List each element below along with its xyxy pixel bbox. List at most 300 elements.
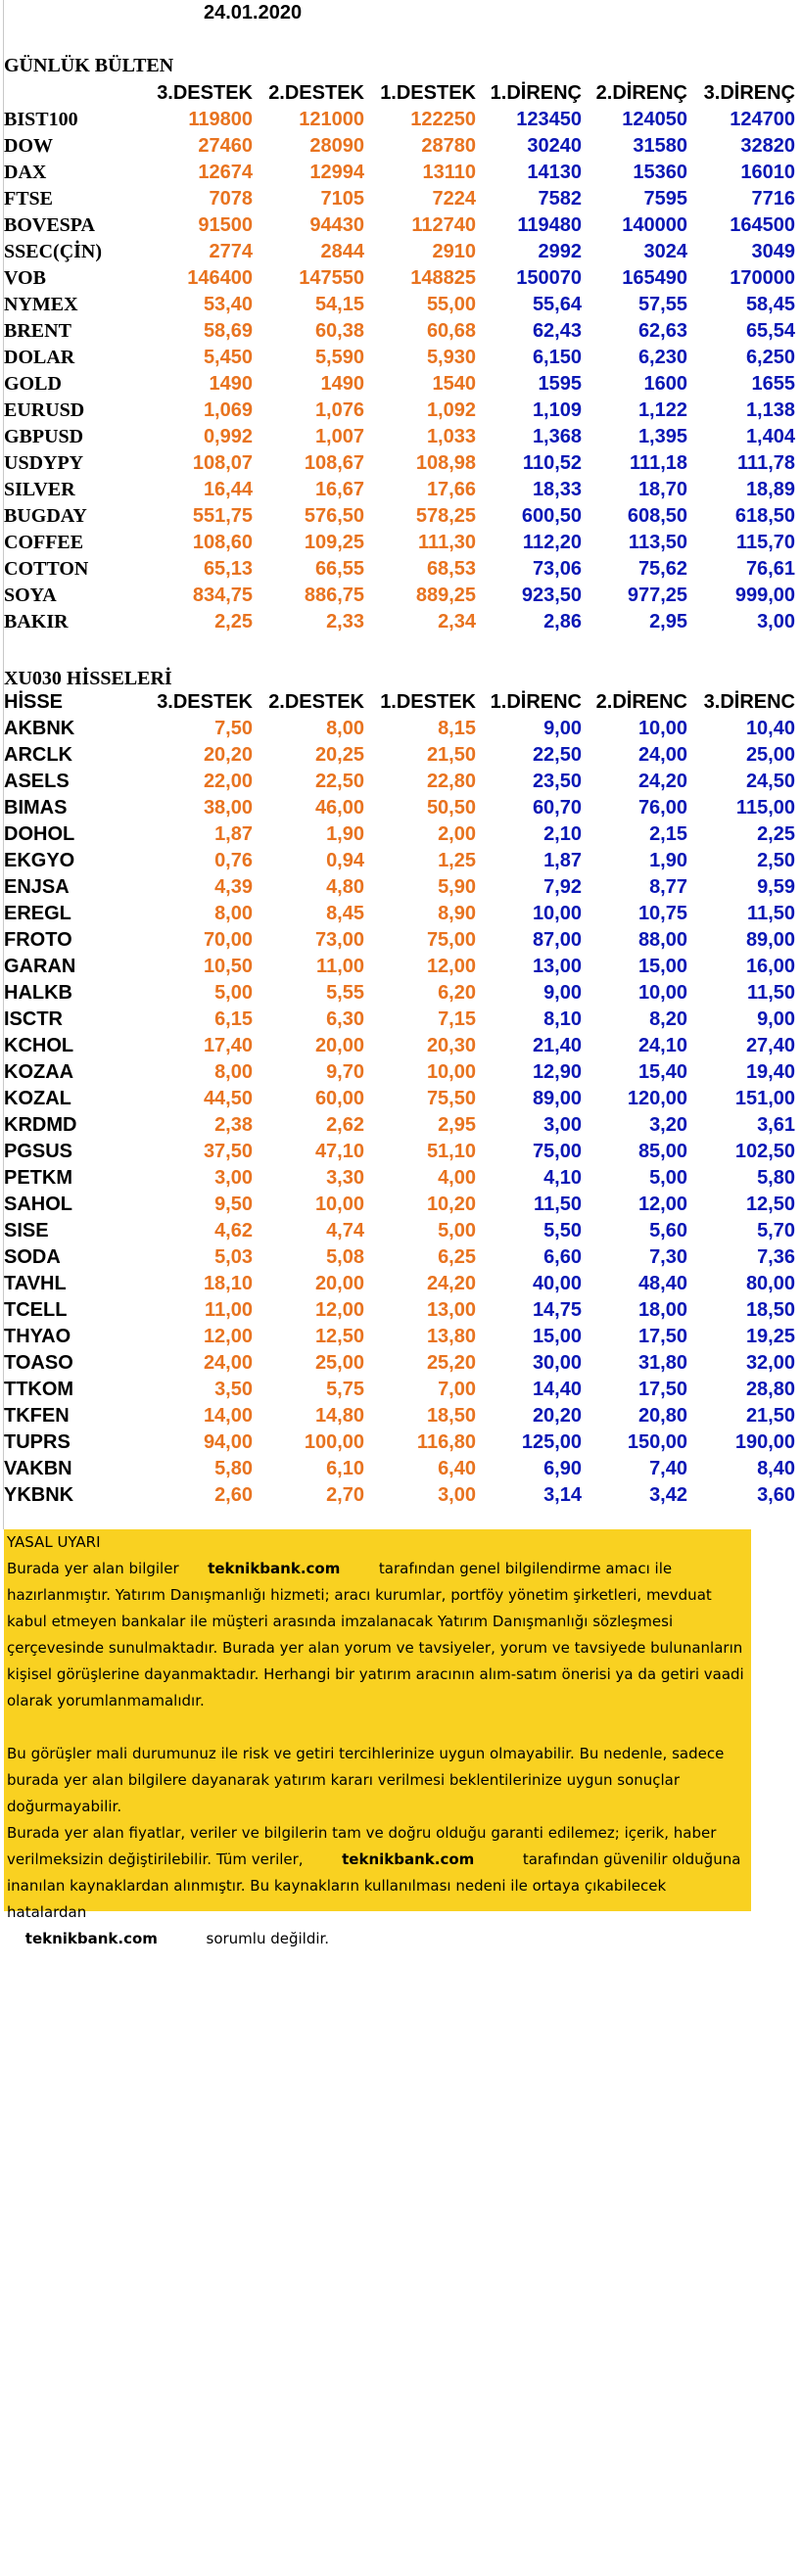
support-value: 47,10: [314, 1141, 364, 1162]
support-value: 5,930: [426, 347, 476, 368]
resistance-value: 2,25: [757, 823, 795, 845]
table-row: [0, 371, 802, 398]
resistance-value: 3,00: [757, 611, 795, 632]
table-row: [0, 1059, 802, 1086]
resistance-value: 164500: [730, 214, 795, 236]
report-date: 24.01.2020: [204, 2, 303, 23]
legal-text: Burada yer alan bilgiler: [7, 1560, 179, 1577]
resistance-value: 151,00: [734, 1088, 795, 1109]
support-value: 6,15: [214, 1008, 253, 1030]
resistance-value: 20,80: [637, 1405, 687, 1427]
resistance-value: 1,404: [745, 426, 795, 447]
stock-ticker: KRDMD: [4, 1114, 77, 1136]
support-value: 5,75: [326, 1379, 364, 1400]
support-value: 94,00: [203, 1431, 253, 1453]
support-value: 51,10: [426, 1141, 476, 1162]
table-row: [0, 1139, 802, 1165]
bulletin-header-row: [0, 80, 802, 107]
support-value: 146400: [187, 267, 253, 289]
resistance-value: 27,40: [745, 1035, 795, 1056]
stock-ticker: ENJSA: [4, 876, 70, 898]
support-value: 5,00: [214, 982, 253, 1004]
stock-ticker: ISCTR: [4, 1008, 63, 1030]
support-value: 10,00: [426, 1061, 476, 1083]
resistance-value: 3,42: [649, 1484, 687, 1506]
resistance-value: 977,25: [627, 585, 687, 606]
support-value: 18,50: [426, 1405, 476, 1427]
column-header: 2.DİRENÇ: [595, 82, 687, 104]
resistance-value: 2,86: [543, 611, 582, 632]
table-row: [0, 1112, 802, 1139]
resistance-value: 608,50: [627, 505, 687, 527]
table-row: [0, 980, 802, 1007]
resistance-value: 89,00: [745, 929, 795, 951]
stock-ticker: AKBNK: [4, 718, 75, 739]
support-value: 20,00: [314, 1035, 364, 1056]
resistance-value: 11,50: [747, 982, 795, 1004]
table-row: [0, 1350, 802, 1377]
resistance-value: 3,20: [649, 1114, 687, 1136]
support-value: 44,50: [203, 1088, 253, 1109]
instrument-name: VOB: [4, 267, 46, 289]
support-value: 7078: [209, 188, 253, 210]
table-row: [0, 954, 802, 980]
support-value: 6,30: [326, 1008, 364, 1030]
table-row: [0, 927, 802, 954]
legal-line: çerçevesinde sunulmaktadır. Burada yer alan yorum ve tavsiyeler, yorum ve tavsiyede bulunanların: [7, 1639, 743, 1657]
support-value: 5,80: [214, 1458, 253, 1479]
instrument-name: GBPUSD: [4, 426, 84, 447]
column-header: 3.DESTEK: [157, 691, 253, 713]
stock-ticker: KOZAA: [4, 1061, 74, 1083]
resistance-value: 150,00: [627, 1431, 687, 1453]
column-header: 2.DESTEK: [268, 82, 364, 104]
resistance-value: 12,00: [637, 1194, 687, 1215]
stock-ticker: SISE: [4, 1220, 49, 1241]
resistance-value: 25,00: [745, 744, 795, 766]
brand-name: teknikbank.com: [208, 1560, 341, 1577]
resistance-value: 19,25: [745, 1326, 795, 1347]
support-value: 18,10: [203, 1273, 253, 1294]
table-row: [0, 1456, 802, 1482]
support-value: 578,25: [415, 505, 476, 527]
table-row: [0, 1086, 802, 1112]
resistance-value: 24,50: [745, 771, 795, 792]
support-value: 9,50: [214, 1194, 253, 1215]
support-value: 3,30: [326, 1167, 364, 1189]
support-value: 121000: [299, 109, 364, 130]
instrument-name: DAX: [4, 162, 47, 183]
support-value: 66,55: [314, 558, 364, 580]
resistance-value: 3,00: [543, 1114, 582, 1136]
support-value: 10,00: [314, 1194, 364, 1215]
instrument-name: USDYPY: [4, 452, 84, 474]
support-value: 9,70: [326, 1061, 364, 1083]
support-value: 834,75: [192, 585, 253, 606]
support-value: 11,00: [205, 1299, 253, 1321]
stocks-title: XU030 HİSSELERİ: [4, 668, 172, 689]
legal-line: Burada yer alan fiyatlar, veriler ve bilgilerin tam ve doğru olduğu garanti edilemez; içerik, haber: [7, 1824, 717, 1842]
resistance-value: 124050: [622, 109, 687, 130]
resistance-value: 123450: [516, 109, 582, 130]
column-header: 1.DESTEK: [380, 82, 476, 104]
resistance-value: 22,50: [532, 744, 582, 766]
stock-ticker: KCHOL: [4, 1035, 74, 1056]
support-value: 1,87: [214, 823, 253, 845]
resistance-value: 8,40: [757, 1458, 795, 1479]
resistance-value: 618,50: [734, 505, 795, 527]
legal-title: YASAL UYARI: [7, 1533, 101, 1551]
resistance-value: 1655: [751, 373, 795, 395]
stock-ticker: ASELS: [4, 771, 70, 792]
support-value: 576,50: [304, 505, 364, 527]
resistance-value: 15,00: [637, 956, 687, 977]
support-value: 5,590: [314, 347, 364, 368]
support-value: 16,67: [314, 479, 364, 500]
resistance-value: 48,40: [637, 1273, 687, 1294]
support-value: 22,80: [426, 771, 476, 792]
table-row: [0, 795, 802, 821]
resistance-value: 10,00: [637, 718, 687, 739]
resistance-value: 6,230: [637, 347, 687, 368]
resistance-value: 12,90: [532, 1061, 582, 1083]
resistance-value: 1,122: [637, 399, 687, 421]
support-value: 7224: [432, 188, 476, 210]
table-row: [0, 848, 802, 874]
resistance-value: 8,20: [649, 1008, 687, 1030]
support-value: 2,34: [438, 611, 476, 632]
support-value: 24,20: [426, 1273, 476, 1294]
support-value: 8,00: [214, 1061, 253, 1083]
support-value: 91500: [198, 214, 253, 236]
support-value: 16,44: [203, 479, 253, 500]
table-row: [0, 1165, 802, 1192]
support-value: 100,00: [304, 1431, 364, 1453]
support-value: 68,53: [426, 558, 476, 580]
support-value: 28090: [309, 135, 364, 157]
support-value: 4,00: [438, 1167, 476, 1189]
resistance-value: 2,50: [757, 850, 795, 871]
table-row: [0, 1007, 802, 1033]
stocks-header-row: [0, 689, 802, 716]
resistance-value: 32820: [740, 135, 795, 157]
stock-ticker: HALKB: [4, 982, 72, 1004]
legal-line: kabul etmeyen bankalar ile müşteri arasında imzalanacak Yatırım Danışmanlığı sözleşmesi: [7, 1613, 674, 1630]
legal-line: Bu görüşler mali durumunuz ile risk ve getiri tercihlerinize uygun olmayabilir. Bu nedenle, sadece: [7, 1745, 725, 1762]
resistance-value: 115,00: [735, 797, 795, 819]
support-value: 20,25: [314, 744, 364, 766]
support-value: 109,25: [304, 532, 364, 553]
support-value: 1,069: [203, 399, 253, 421]
instrument-name: BIST100: [4, 109, 78, 130]
support-value: 2910: [432, 241, 476, 262]
resistance-value: 119480: [517, 214, 582, 236]
stock-ticker: TCELL: [4, 1299, 68, 1321]
table-row: [0, 769, 802, 795]
support-value: 2,25: [214, 611, 253, 632]
resistance-value: 15,00: [532, 1326, 582, 1347]
support-value: 60,38: [314, 320, 364, 342]
resistance-value: 7,92: [543, 876, 582, 898]
resistance-value: 76,61: [745, 558, 795, 580]
resistance-value: 11,50: [747, 903, 795, 924]
instrument-name: DOLAR: [4, 347, 75, 368]
table-row: [0, 1271, 802, 1297]
resistance-value: 62,63: [637, 320, 687, 342]
stock-ticker: VAKBN: [4, 1458, 72, 1479]
table-row: [0, 265, 802, 292]
resistance-value: 21,40: [532, 1035, 582, 1056]
column-header: 2.DİRENC: [595, 691, 687, 713]
resistance-value: 2,95: [649, 611, 687, 632]
resistance-value: 60,70: [532, 797, 582, 819]
support-value: 2,70: [326, 1484, 364, 1506]
resistance-value: 150070: [516, 267, 582, 289]
support-value: 70,00: [203, 929, 253, 951]
resistance-value: 111,18: [630, 452, 687, 474]
instrument-name: SSEC(ÇİN): [4, 241, 103, 262]
resistance-value: 999,00: [734, 585, 795, 606]
resistance-value: 40,00: [532, 1273, 582, 1294]
support-value: 27460: [198, 135, 253, 157]
support-value: 28780: [421, 135, 476, 157]
instrument-name: COTTON: [4, 558, 89, 580]
column-header: 3.DİRENC: [703, 691, 795, 713]
instrument-name: BAKIR: [4, 611, 69, 632]
column-header: 3.DESTEK: [157, 82, 253, 104]
resistance-value: 14130: [527, 162, 582, 183]
stock-ticker: PETKM: [4, 1167, 72, 1189]
support-value: 886,75: [304, 585, 364, 606]
table-row: [0, 1403, 802, 1429]
resistance-value: 7,40: [649, 1458, 687, 1479]
resistance-value: 170000: [730, 267, 795, 289]
support-value: 73,00: [314, 929, 364, 951]
support-value: 7105: [320, 188, 364, 210]
resistance-value: 3,60: [757, 1484, 795, 1506]
resistance-value: 6,90: [543, 1458, 582, 1479]
resistance-value: 4,10: [543, 1167, 582, 1189]
resistance-value: 9,00: [543, 718, 582, 739]
resistance-value: 18,33: [532, 479, 582, 500]
resistance-value: 2,10: [543, 823, 582, 845]
support-value: 116,80: [416, 1431, 476, 1453]
stock-ticker: THYAO: [4, 1326, 71, 1347]
support-value: 5,03: [214, 1246, 253, 1268]
resistance-value: 7582: [538, 188, 582, 210]
support-value: 1,007: [314, 426, 364, 447]
support-value: 8,15: [438, 718, 476, 739]
support-value: 14,00: [203, 1405, 253, 1427]
support-value: 1,033: [426, 426, 476, 447]
support-value: 65,13: [203, 558, 253, 580]
support-value: 46,00: [314, 797, 364, 819]
support-value: 7,00: [438, 1379, 476, 1400]
resistance-value: 10,00: [532, 903, 582, 924]
support-value: 4,74: [326, 1220, 364, 1241]
table-row: [0, 212, 802, 239]
brand-name: teknikbank.com: [342, 1850, 475, 1868]
support-value: 14,80: [314, 1405, 364, 1427]
support-value: 54,15: [314, 294, 364, 315]
support-value: 12994: [309, 162, 364, 183]
resistance-value: 3024: [643, 241, 687, 262]
resistance-value: 3049: [751, 241, 795, 262]
support-value: 6,40: [438, 1458, 476, 1479]
support-value: 20,20: [203, 744, 253, 766]
support-value: 22,50: [314, 771, 364, 792]
resistance-value: 11,50: [534, 1194, 582, 1215]
legal-line: inanılan kaynaklardan alınmıştır. Bu kaynakların kullanılması nedeni ile ortaya çıkabilecek hatalardan: [7, 1877, 667, 1921]
instrument-name: DOW: [4, 135, 53, 157]
bulletin-title: GÜNLÜK BÜLTEN: [4, 55, 174, 76]
support-value: 25,20: [426, 1352, 476, 1374]
support-value: 5,00: [438, 1220, 476, 1241]
stock-ticker: PGSUS: [4, 1141, 73, 1162]
support-value: 108,67: [304, 452, 364, 474]
table-row: [0, 901, 802, 927]
resistance-value: 7,36: [757, 1246, 795, 1268]
legal-line: burada yer alan bilgilere dayanarak yatırım kararı verilmesi beklentilerinize uygun sonuçlar: [7, 1771, 681, 1789]
stock-ticker: SODA: [4, 1246, 61, 1268]
column-header: 2.DESTEK: [268, 691, 364, 713]
support-value: 5,90: [438, 876, 476, 898]
support-value: 10,20: [426, 1194, 476, 1215]
support-value: 24,00: [203, 1352, 253, 1374]
support-value: 2774: [209, 241, 253, 262]
resistance-value: 923,50: [521, 585, 582, 606]
support-value: 148825: [410, 267, 476, 289]
support-value: 108,07: [192, 452, 253, 474]
stock-ticker: SAHOL: [4, 1194, 72, 1215]
resistance-value: 30240: [527, 135, 582, 157]
table-row: [0, 1192, 802, 1218]
resistance-value: 102,50: [734, 1141, 795, 1162]
resistance-value: 3,14: [543, 1484, 582, 1506]
support-value: 122250: [410, 109, 476, 130]
resistance-value: 7,30: [649, 1246, 687, 1268]
resistance-value: 1595: [538, 373, 582, 395]
support-value: 3,00: [214, 1167, 253, 1189]
table-row: [0, 1482, 802, 1509]
support-value: 112740: [411, 214, 476, 236]
resistance-value: 9,00: [757, 1008, 795, 1030]
instrument-name: FTSE: [4, 188, 54, 210]
resistance-value: 57,55: [637, 294, 687, 315]
resistance-value: 8,10: [543, 1008, 582, 1030]
instrument-name: BUGDAY: [4, 505, 87, 527]
resistance-value: 17,50: [637, 1379, 687, 1400]
resistance-value: 7595: [643, 188, 687, 210]
legal-text: verilmeksizin değiştirilebilir. Tüm veriler,: [7, 1850, 304, 1868]
resistance-value: 110,52: [522, 452, 582, 474]
resistance-value: 1,368: [532, 426, 582, 447]
table-row: [0, 742, 802, 769]
legal-text: tarafından genel bilgilendirme amacı ile: [378, 1560, 673, 1577]
table-row: [0, 398, 802, 424]
legal-line: [7, 1847, 748, 1873]
resistance-value: 14,75: [532, 1299, 582, 1321]
resistance-value: 32,00: [745, 1352, 795, 1374]
resistance-value: 5,50: [543, 1220, 582, 1241]
resistance-value: 73,06: [532, 558, 582, 580]
resistance-value: 89,00: [532, 1088, 582, 1109]
support-value: 8,00: [214, 903, 253, 924]
support-value: 6,10: [326, 1458, 364, 1479]
support-value: 60,00: [314, 1088, 364, 1109]
support-value: 119800: [188, 109, 253, 130]
support-value: 1540: [432, 373, 476, 395]
legal-spacer: [7, 1714, 748, 1741]
support-value: 12,00: [314, 1299, 364, 1321]
resistance-value: 17,50: [637, 1326, 687, 1347]
resistance-value: 115,70: [735, 532, 795, 553]
column-header: 1.DESTEK: [380, 691, 476, 713]
instrument-name: SOYA: [4, 585, 57, 606]
stock-ticker: EKGYO: [4, 850, 75, 871]
support-value: 1,076: [314, 399, 364, 421]
resistance-value: 2,15: [649, 823, 687, 845]
support-value: 5,55: [326, 982, 364, 1004]
support-value: 13110: [422, 162, 476, 183]
stock-ticker: KOZAL: [4, 1088, 71, 1109]
stock-ticker: TAVHL: [4, 1273, 67, 1294]
stock-ticker: TOASO: [4, 1352, 73, 1374]
resistance-value: 113,50: [628, 532, 687, 553]
resistance-value: 8,77: [649, 876, 687, 898]
support-value: 25,00: [314, 1352, 364, 1374]
stock-ticker: YKBNK: [4, 1484, 74, 1506]
resistance-value: 65,54: [745, 320, 795, 342]
support-value: 8,90: [438, 903, 476, 924]
resistance-value: 62,43: [532, 320, 582, 342]
stock-ticker: GARAN: [4, 956, 76, 977]
support-value: 2,00: [438, 823, 476, 845]
resistance-value: 5,60: [649, 1220, 687, 1241]
resistance-value: 1,138: [745, 399, 795, 421]
support-value: 4,80: [326, 876, 364, 898]
support-value: 11,00: [316, 956, 364, 977]
resistance-value: 13,00: [532, 956, 582, 977]
support-value: 21,50: [426, 744, 476, 766]
stock-ticker: TTKOM: [4, 1379, 74, 1400]
instrument-name: SILVER: [4, 479, 75, 500]
support-value: 1490: [209, 373, 253, 395]
table-row: [0, 239, 802, 265]
support-value: 0,94: [326, 850, 364, 871]
legal-line: kişisel görüşlerine dayanmaktadır. Herhangi bir yatırım aracının alım-satım önerisi ya da getiri vaadi: [7, 1665, 744, 1683]
resistance-value: 12,50: [745, 1194, 795, 1215]
resistance-value: 124700: [730, 109, 795, 130]
support-value: 55,00: [426, 294, 476, 315]
table-row: [0, 1244, 802, 1271]
instrument-name: BRENT: [4, 320, 71, 342]
support-value: 2,38: [214, 1114, 253, 1136]
table-row: [0, 1218, 802, 1244]
table-row: [0, 133, 802, 160]
support-value: 2844: [320, 241, 364, 262]
resistance-value: 55,64: [532, 294, 582, 315]
table-row: [0, 874, 802, 901]
instrument-name: COFFEE: [4, 532, 84, 553]
resistance-value: 80,00: [745, 1273, 795, 1294]
support-value: 17,40: [203, 1035, 253, 1056]
resistance-value: 16010: [740, 162, 795, 183]
resistance-value: 190,00: [734, 1431, 795, 1453]
table-row: [0, 318, 802, 345]
support-value: 5,08: [326, 1246, 364, 1268]
column-header: HİSSE: [4, 691, 64, 713]
